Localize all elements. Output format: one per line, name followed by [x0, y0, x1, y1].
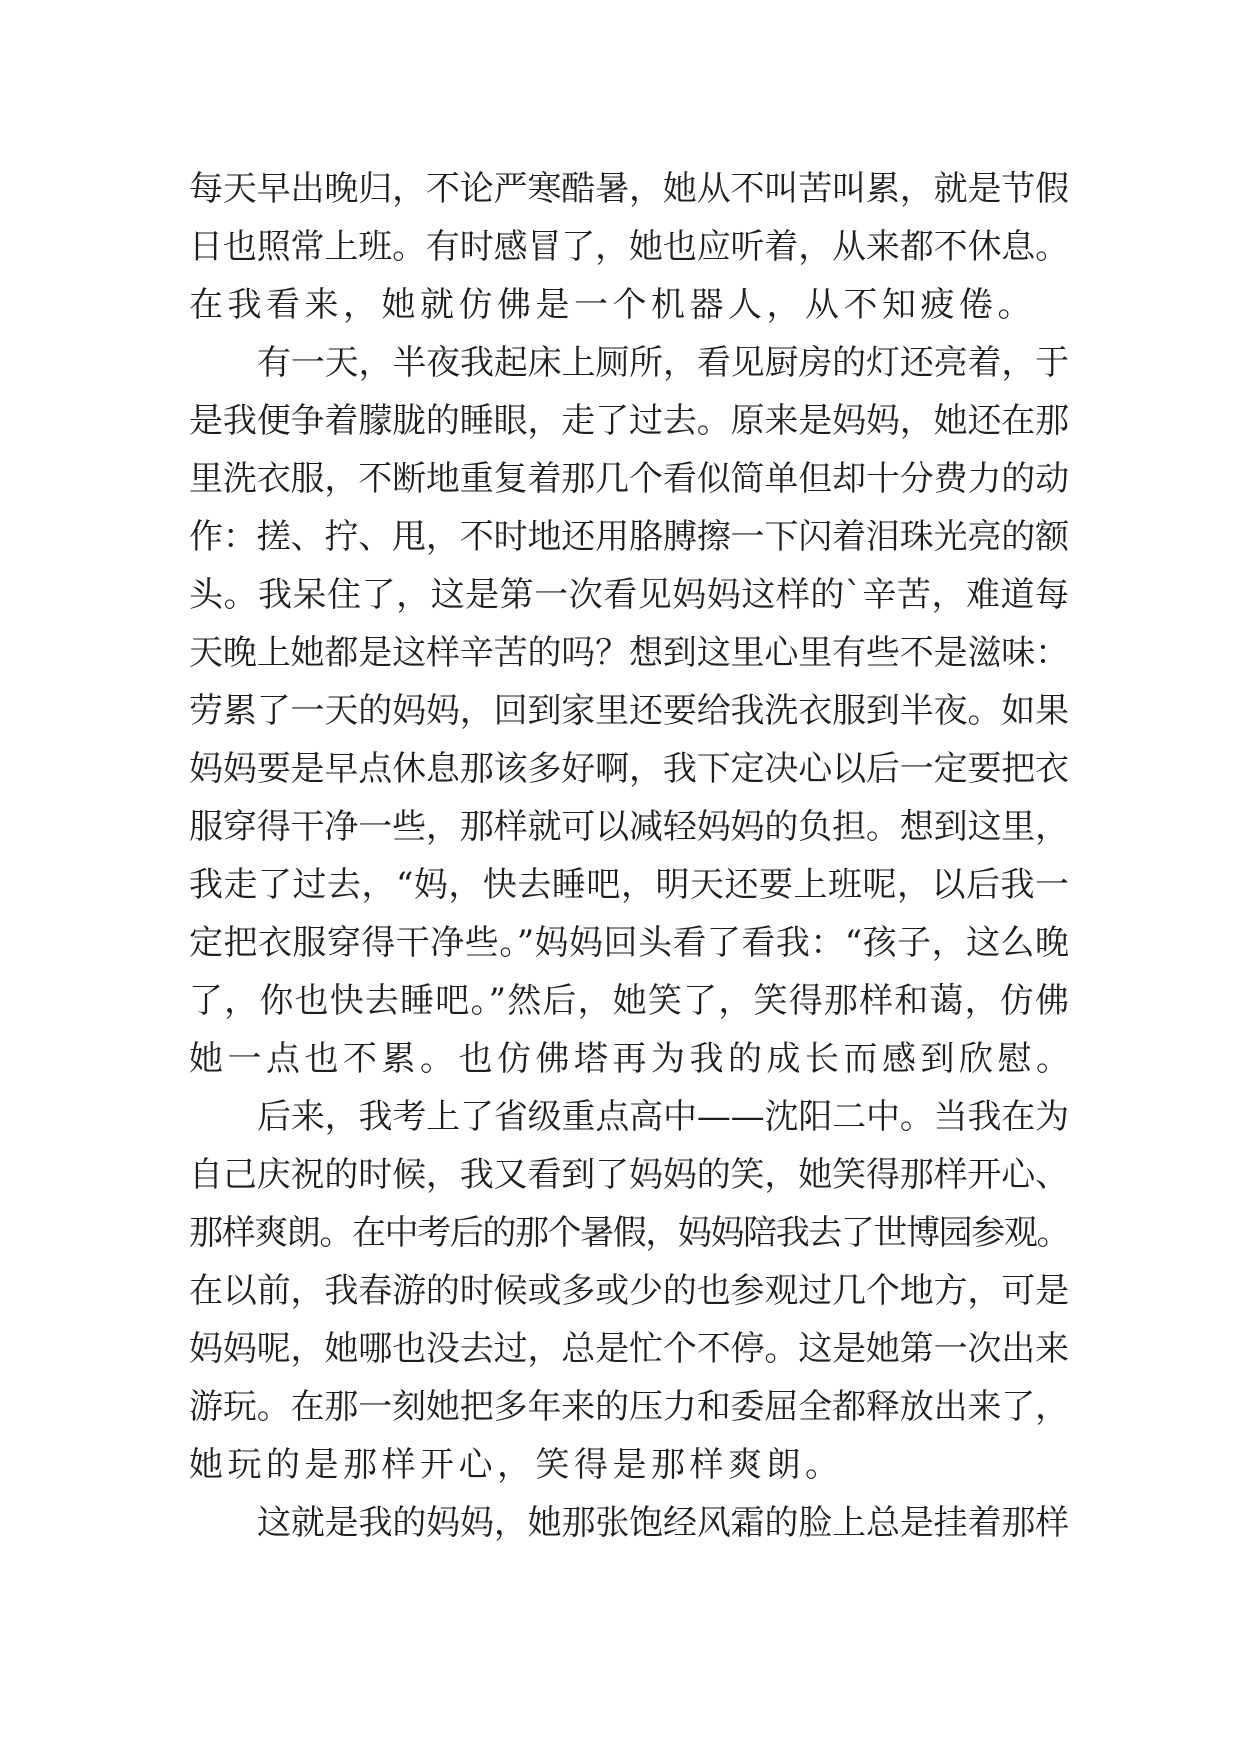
- text-line: 游玩。在那一刻她把多年来的压力和委屈全都释放出来了，: [189, 1387, 1069, 1427]
- text-line: 我走了过去，“妈，快去睡吧，明天还要上班呢，以后我一: [189, 865, 1069, 905]
- text-line: 在以前，我春游的时候或多或少的也参观过几个地方，可是: [189, 1271, 1069, 1311]
- body-text: [189, 160, 1075, 1552]
- text-line: 了，你也快去睡吧。”然后，她笑了，笑得那样和蔼，仿佛: [189, 981, 1069, 1021]
- text-line: 作：搓、拧、甩，不时地还用胳膊擦一下闪着泪珠光亮的额: [189, 517, 1069, 557]
- text-line: 定把衣服穿得干净些。”妈妈回头看了看我：“孩子，这么晚: [189, 923, 1069, 963]
- text-line: 妈妈呢，她哪也没去过，总是忙个不停。这是她第一次出来: [189, 1329, 1069, 1369]
- paragraph-first-line: 这就是我的妈妈，她那张饱经风霜的脸上总是挂着那样: [257, 1503, 1069, 1543]
- paragraph-first-line: 后来，我考上了省级重点高中——沈阳二中。当我在为: [257, 1097, 1069, 1137]
- text-line: 她一点也不累。也仿佛塔再为我的成长而感到欣慰。: [189, 1039, 1075, 1079]
- text-line: 日也照常上班。有时感冒了，她也应听着，从来都不休息。: [189, 227, 1069, 267]
- paragraph-first-line: 有一天，半夜我起床上厕所，看见厨房的灯还亮着，于: [257, 343, 1069, 383]
- text-line: 服穿得干净一些，那样就可以减轻妈妈的负担。想到这里，: [189, 807, 1069, 847]
- text-line: 头。我呆住了，这是第一次看见妈妈这样的`辛苦，难道每: [189, 575, 1069, 615]
- text-line: 劳累了一天的妈妈，回到家里还要给我洗衣服到半夜。如果: [189, 691, 1069, 731]
- text-line: 那样爽朗。在中考后的那个暑假，妈妈陪我去了世博园参观。: [189, 1213, 1069, 1253]
- text-line: 是我便争着朦胧的睡眼，走了过去。原来是妈妈，她还在那: [189, 401, 1069, 441]
- text-line: 自己庆祝的时候，我又看到了妈妈的笑，她笑得那样开心、: [189, 1155, 1069, 1195]
- text-line: 天晚上她都是这样辛苦的吗？想到这里心里有些不是滋味：: [189, 633, 1069, 673]
- text-line: 妈妈要是早点休息那该多好啊，我下定决心以后一定要把衣: [189, 749, 1069, 789]
- text-line: 里洗衣服，不断地重复着那几个看似简单但却十分费力的动: [189, 459, 1069, 499]
- text-line: 每天早出晚归，不论严寒酷暑，她从不叫苦叫累，就是节假: [189, 169, 1069, 209]
- text-line: 在我看来，她就仿佛是一个机器人，从不知疲倦。: [189, 285, 1036, 325]
- text-line: 她玩的是那样开心，笑得是那样爽朗。: [189, 1445, 844, 1485]
